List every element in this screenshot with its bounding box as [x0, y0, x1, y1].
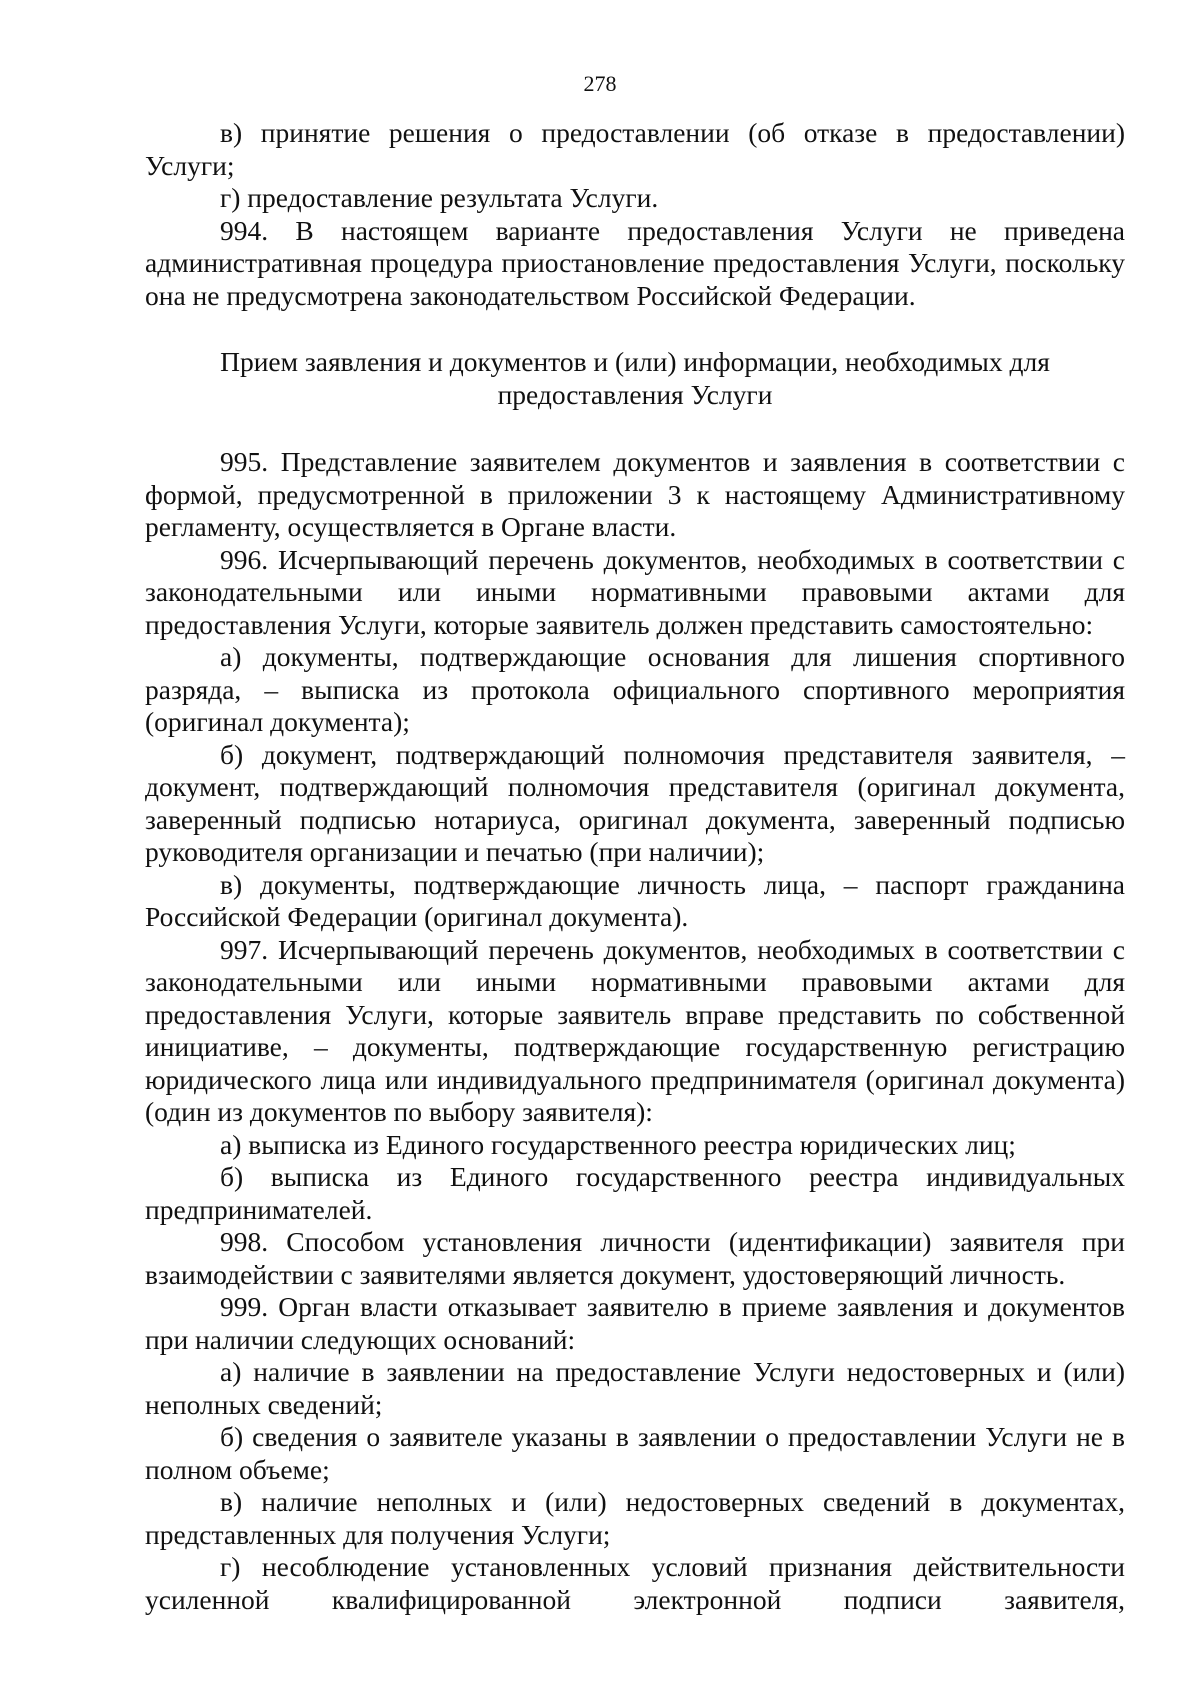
paragraph-996: 996. Исчерпывающий перечень документов, необходимых в соответствии с законодательными или иными нормативными правовыми актами для предоставления Услуги, которые заявитель должен представить самостоятельно: — [145, 543, 1125, 640]
paragraph-998: 998. Способом установления личности (идентификации) заявителя при взаимодействии с заявителями является документ, удостоверяющий личность. — [145, 1226, 1125, 1290]
list-item-996-a: а) документы, подтверждающие основания для лишения спортивного разряда, – выписка из протокола официального спортивного мероприятия (оригинал документа); — [145, 641, 1125, 737]
list-item-999-b: б) сведения о заявителе указаны в заявлении о предоставлении Услуги не в полном объеме; — [145, 1421, 1125, 1485]
document-body — [145, 117, 1125, 1616]
list-item-999-a: а) наличие в заявлении на предоставление Услуги недостоверных и (или) неполных сведений; — [145, 1356, 1125, 1420]
list-item-996-b: б) документ, подтверждающий полномочия представителя заявителя, – документ, подтверждающий полномочия представителя (оригинал документа, заверенный подписью нотариуса, оригинал документа, заверенный подписью руководителя организации и печатью (при наличии); — [145, 738, 1125, 867]
list-item-v-decision: в) принятие решения о предоставлении (об отказе в предоставлении) Услуги; — [145, 117, 1125, 181]
paragraph-994: 994. В настоящем варианте предоставления Услуги не приведена административная процедура приостановление предоставления Услуги, поскольку она не предусмотрена законодательством Российской Федерации. — [145, 214, 1125, 311]
paragraph-999: 999. Орган власти отказывает заявителю в приеме заявления и документов при наличии следующих оснований: — [145, 1291, 1125, 1355]
list-item-997-b: б) выписка из Единого государственного реестра индивидуальных предпринимателей. — [145, 1161, 1125, 1225]
paragraph-995: 995. Представление заявителем документов и заявления в соответствии с формой, предусмотренной в приложении 3 к настоящему Административному регламенту, осуществляется в Органе власти. — [145, 446, 1125, 542]
list-item-999-v: в) наличие неполных и (или) недостоверных сведений в документах, представленных для получения Услуги; — [145, 1486, 1125, 1550]
list-item-997-a: а) выписка из Единого государственного реестра юридических лиц; — [220, 1128, 1016, 1160]
section-heading: Прием заявления и документов и (или) информации, необходимых для предоставления Услуги — [220, 346, 1050, 410]
page-number: 278 — [583, 71, 617, 96]
paragraph-997: 997. Исчерпывающий перечень документов, необходимых в соответствии с законодательными или иными нормативными правовыми актами для предоставления Услуги, которые заявитель вправе представить по собственной инициативе, – документы, подтверждающие государственную регистрацию юридического лица или индивидуального предпринимателя (оригинал документа) (один из документов по выбору заявителя): — [145, 933, 1125, 1127]
list-item-g-result: г) предоставление результата Услуги. — [220, 182, 659, 213]
list-item-996-v: в) документы, подтверждающие личность лица, – паспорт гражданина Российской Федерации (оригинал документа). — [145, 868, 1125, 932]
list-item-999-g: г) несоблюдение установленных условий признания действительности усиленной квалифицированной электронной подписи заявителя, — [145, 1551, 1125, 1615]
